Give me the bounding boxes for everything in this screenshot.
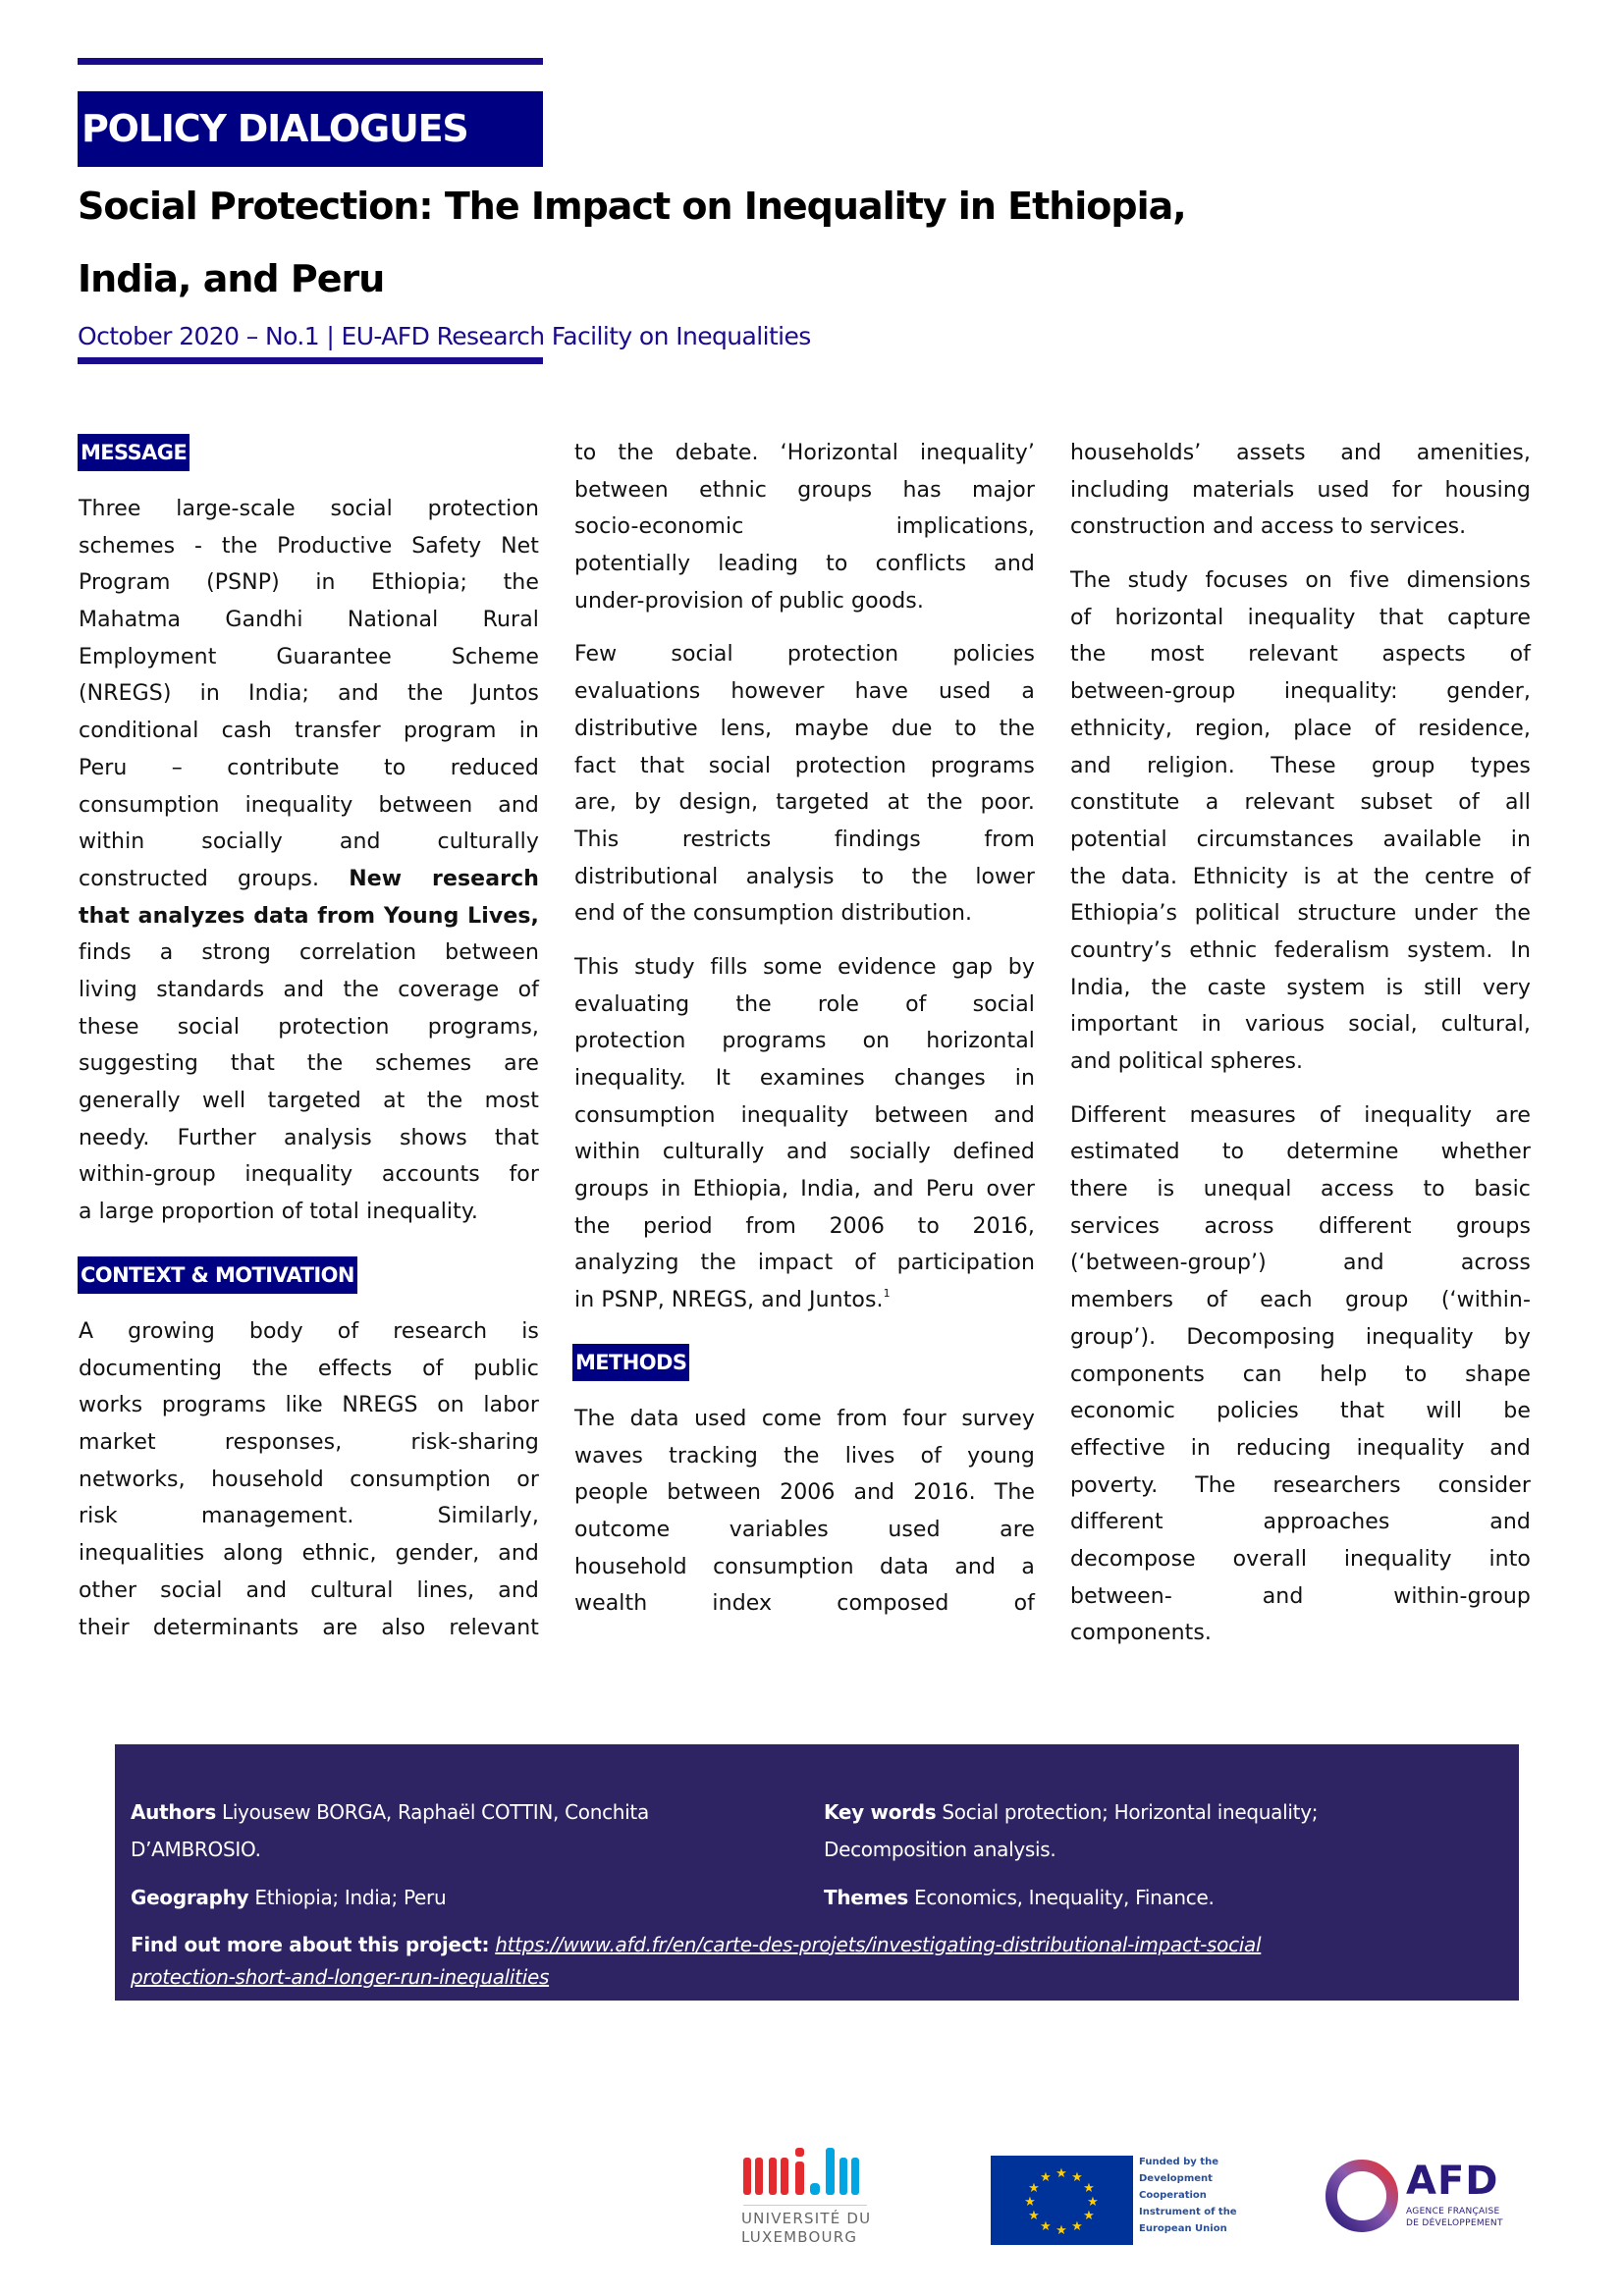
- text-line: the most relevant aspects of: [1070, 642, 1531, 667]
- text-line: waves tracking the lives of young: [574, 1443, 1035, 1468]
- paragraph: [79, 491, 539, 1231]
- text-line: distributional analysis to the lower: [574, 864, 1035, 889]
- text-line: and religion. These group types: [1070, 753, 1531, 778]
- text-line: (‘between-group’) and across: [1070, 1251, 1531, 1276]
- authors-value: Liyousew BORGA, Raphaël COTTIN, Conchita: [222, 1800, 649, 1824]
- text-line: and political spheres.: [1070, 1049, 1304, 1074]
- text-line: other social and cultural lines, and: [79, 1577, 539, 1603]
- series-badge: POLICY DIALOGUES: [78, 91, 543, 167]
- themes-line: [824, 1879, 1215, 1916]
- text-line: country’s ethnic federalism system. In: [1070, 937, 1531, 963]
- keywords-line-1: [824, 1793, 1318, 1831]
- text-line: within culturally and socially defined: [574, 1140, 1035, 1165]
- themes-value: Economics, Inequality, Finance.: [914, 1886, 1215, 1909]
- text-line: Different measures of inequality are: [1070, 1102, 1531, 1128]
- text-line: generally well targeted at the most: [79, 1089, 539, 1113]
- paragraph: [1070, 562, 1531, 1081]
- svg-text:★: ★: [1028, 2181, 1040, 2196]
- methods-body: [574, 1401, 1035, 1639]
- text-line: services across different groups: [1070, 1213, 1531, 1239]
- text-line: potential circumstances available in: [1070, 827, 1531, 852]
- text-line: end of the consumption distribution.: [574, 901, 973, 927]
- text-line: A growing body of research is: [79, 1319, 539, 1344]
- text-line: people between 2006 and 2016. The: [574, 1480, 1035, 1506]
- text-line: Ethiopia’s political structure under the: [1070, 901, 1531, 927]
- uni-lu-name-line-1: UNIVERSITÉ DU: [741, 2210, 872, 2227]
- text-line: inequalities along ethnic, gender, and: [79, 1541, 539, 1567]
- project-label: Find out more about this project:: [131, 1933, 490, 1956]
- paragraph: [574, 1401, 1035, 1623]
- svg-text:★: ★: [1071, 2170, 1083, 2185]
- text-line: within-group inequality accounts for: [79, 1162, 539, 1188]
- page-title-line-1: Social Protection: The Impact on Inequality in Ethiopia,: [78, 185, 1186, 228]
- text-line: to the debate. ‘Horizontal inequality’: [574, 441, 1035, 465]
- text-line: these social protection programs,: [79, 1014, 539, 1040]
- text-line: under-provision of public goods.: [574, 588, 924, 614]
- text-line: needy. Further analysis shows that: [79, 1125, 539, 1150]
- text-line: are, by design, targeted at the poor.: [574, 790, 1035, 816]
- svg-text:★: ★: [1040, 2170, 1052, 2185]
- text-line: between- and within-group: [1070, 1583, 1531, 1609]
- text-line: market responses, risk-sharing: [79, 1430, 539, 1456]
- keywords-label: Key words: [824, 1800, 937, 1824]
- context-body: [79, 1313, 539, 1663]
- text-line: India, the caste system is still very: [1070, 975, 1531, 1000]
- text-line: Peru – contribute to reduced: [79, 755, 539, 780]
- footnote-marker[interactable]: 1: [883, 1287, 891, 1301]
- eu-text-line: Development: [1139, 2173, 1213, 2184]
- header-bottom-rule: [78, 357, 543, 364]
- paragraph: [574, 636, 1035, 933]
- text-line: The data used come from four survey: [574, 1407, 1035, 1431]
- svg-text:★: ★: [1071, 2219, 1083, 2234]
- text-line: within socially and culturally: [79, 829, 539, 855]
- message-body: [79, 491, 539, 1248]
- text-line: socio-economic implications,: [574, 514, 1035, 540]
- text-line: constitute a relevant subset of all: [1070, 790, 1531, 816]
- page-title-line-2: India, and Peru: [78, 257, 385, 300]
- uni-lu-logo: [741, 2146, 872, 2262]
- authors-line-2: D’AMBROSIO.: [131, 1838, 261, 1861]
- text-line: The study focuses on five dimensions: [1070, 568, 1531, 594]
- text-line: components.: [1070, 1621, 1213, 1646]
- text-line: poverty. The researchers consider: [1070, 1472, 1531, 1498]
- text-line: Employment Guarantee Scheme: [79, 644, 539, 669]
- text-line: Three large-scale social protection: [79, 497, 539, 521]
- text-line: analyzing the impact of participation: [574, 1251, 1035, 1276]
- text-line: conditional cash transfer program in: [79, 719, 539, 744]
- themes-label: Themes: [824, 1886, 908, 1909]
- text-line: fact that social protection programs: [574, 753, 1035, 778]
- text-line: evaluations however have used a: [574, 679, 1035, 705]
- eu-flag: [991, 2156, 1133, 2245]
- uni-lu-divider: [743, 2205, 867, 2206]
- text-line: decompose overall inequality into: [1070, 1546, 1531, 1572]
- eu-text-line: Cooperation: [1139, 2190, 1207, 2201]
- text-line: ethnicity, region, place of residence,: [1070, 716, 1531, 741]
- text-line: outcome variables used are: [574, 1518, 1035, 1543]
- text-line: between-group inequality: gender,: [1070, 679, 1531, 705]
- text-line: household consumption data and a: [574, 1554, 1035, 1579]
- afd-name-line-2: DE DÉVELOPPEMENT: [1406, 2218, 1503, 2228]
- issue-subtitle: October 2020 – No.1 | EU-AFD Research Facility on Inequalities: [78, 322, 811, 350]
- geography-label: Geography: [131, 1886, 249, 1909]
- context-body-continued: [574, 435, 1035, 1336]
- text-line: groups in Ethiopia, India, and Peru over: [574, 1177, 1035, 1202]
- svg-text:★: ★: [1055, 2223, 1067, 2238]
- uni-lu-name-line-2: LUXEMBOURG: [741, 2228, 858, 2246]
- svg-text:★: ★: [1083, 2181, 1095, 2196]
- text-line: consumption inequality between and: [79, 792, 539, 818]
- text-line: there is unequal access to basic: [1070, 1177, 1531, 1202]
- geography-line: [131, 1879, 446, 1916]
- text-line: constructed groups. New research: [79, 866, 540, 891]
- text-line: a large proportion of total inequality.: [79, 1200, 478, 1225]
- svg-text:★: ★: [1087, 2195, 1099, 2210]
- text-line: risk management. Similarly,: [79, 1504, 539, 1529]
- text-line: Mahatma Gandhi National Rural: [79, 608, 539, 633]
- text-line: estimated to determine whether: [1070, 1140, 1531, 1165]
- keywords-line-2: Decomposition analysis.: [824, 1838, 1056, 1861]
- afd-logo: [1324, 2158, 1510, 2236]
- geography-value: Ethiopia; India; Peru: [254, 1886, 447, 1909]
- section-label-methods: METHODS: [572, 1344, 689, 1381]
- eu-funding-text: [1139, 2154, 1247, 2237]
- project-link-continued[interactable]: protection-short-and-longer-run-inequalities: [131, 1965, 550, 1989]
- svg-text:★: ★: [1028, 2209, 1040, 2223]
- project-link[interactable]: https://www.afd.fr/en/carte-des-projets/investigating-distributional-impact-social: [495, 1933, 1262, 1956]
- text-line: that analyzes data from Young Lives,: [79, 903, 539, 929]
- text-line: of horizontal inequality that capture: [1070, 605, 1531, 630]
- text-line: Few social protection policies: [574, 642, 1035, 667]
- text-line: consumption inequality between and: [574, 1102, 1035, 1128]
- text-line: Program (PSNP) in Ethiopia; the: [79, 570, 539, 596]
- paragraph: [574, 949, 1035, 1319]
- text-line: construction and access to services.: [1070, 514, 1467, 540]
- text-line: finds a strong correlation between: [79, 940, 539, 966]
- svg-text:★: ★: [1040, 2219, 1052, 2234]
- eu-text-line: European Union: [1139, 2223, 1227, 2234]
- uni-lu-mark-icon: [741, 2146, 869, 2197]
- text-line: documenting the effects of public: [79, 1356, 539, 1381]
- text-line: important in various social, cultural,: [1070, 1012, 1531, 1038]
- eu-stars-icon: [991, 2156, 1133, 2245]
- svg-text:★: ★: [1024, 2195, 1036, 2210]
- text-line: effective in reducing inequality and: [1070, 1435, 1531, 1461]
- text-line: distributive lens, maybe due to the: [574, 716, 1035, 741]
- paragraph: [1070, 435, 1531, 546]
- text-line: including materials used for housing: [1070, 477, 1531, 503]
- paragraph: [1070, 1097, 1531, 1652]
- text-line: works programs like NREGS on labor: [79, 1393, 539, 1418]
- section-label-context: CONTEXT & MOTIVATION: [78, 1256, 357, 1294]
- eu-text-line: Instrument of the: [1139, 2207, 1237, 2217]
- afd-wordmark: AFD: [1406, 2159, 1499, 2204]
- paragraph: [79, 1313, 539, 1646]
- authors-line-1: [131, 1793, 649, 1831]
- top-rule: [78, 58, 543, 65]
- eu-text-line: Funded by the: [1139, 2157, 1218, 2167]
- text-line: protection programs on horizontal: [574, 1029, 1035, 1054]
- text-line: economic policies that will be: [1070, 1399, 1531, 1424]
- keywords-value: Social protection; Horizontal inequality;: [942, 1800, 1319, 1824]
- methods-body-continued: [1070, 435, 1531, 1669]
- svg-text:★: ★: [1083, 2209, 1095, 2223]
- paragraph: [574, 435, 1035, 619]
- text-line: the data. Ethnicity is at the centre of: [1070, 864, 1531, 889]
- text-line: components can help to shape: [1070, 1362, 1531, 1387]
- text-line: networks, household consumption or: [79, 1467, 539, 1492]
- text-line: their determinants are also relevant: [79, 1615, 539, 1640]
- text-line: This restricts findings from: [574, 827, 1035, 852]
- text-line: (NREGS) in India; and the Juntos: [79, 681, 539, 707]
- text-line: evaluating the role of social: [574, 991, 1035, 1017]
- text-line: group’). Decomposing inequality by: [1070, 1324, 1531, 1350]
- afd-ring-icon: [1324, 2158, 1400, 2234]
- text-line: suggesting that the schemes are: [79, 1051, 539, 1077]
- text-line: the period from 2006 to 2016,: [574, 1213, 1035, 1239]
- text-line: wealth index composed of: [574, 1591, 1035, 1617]
- text-line: different approaches and: [1070, 1510, 1531, 1535]
- text-line: schemes - the Productive Safety Net: [79, 533, 539, 559]
- text-line: in PSNP, NREGS, and Juntos.$^1$: [574, 1287, 891, 1313]
- text-line: between ethnic groups has major: [574, 477, 1035, 503]
- afd-name-line-1: AGENCE FRANÇAISE: [1406, 2207, 1500, 2216]
- text-line: households’ assets and amenities,: [1070, 441, 1531, 465]
- authors-label: Authors: [131, 1800, 216, 1824]
- text-line: This study fills some evidence gap by: [574, 954, 1035, 980]
- text-line: inequality. It examines changes in: [574, 1066, 1035, 1091]
- info-panel: [115, 1744, 1519, 2001]
- svg-text:★: ★: [1055, 2166, 1067, 2181]
- text-line: living standards and the coverage of: [79, 977, 539, 1002]
- text-line: potentially leading to conflicts and: [574, 552, 1035, 577]
- section-label-message: MESSAGE: [78, 434, 189, 471]
- text-line: members of each group (‘within-: [1070, 1288, 1531, 1313]
- project-line-2: [131, 1958, 549, 1996]
